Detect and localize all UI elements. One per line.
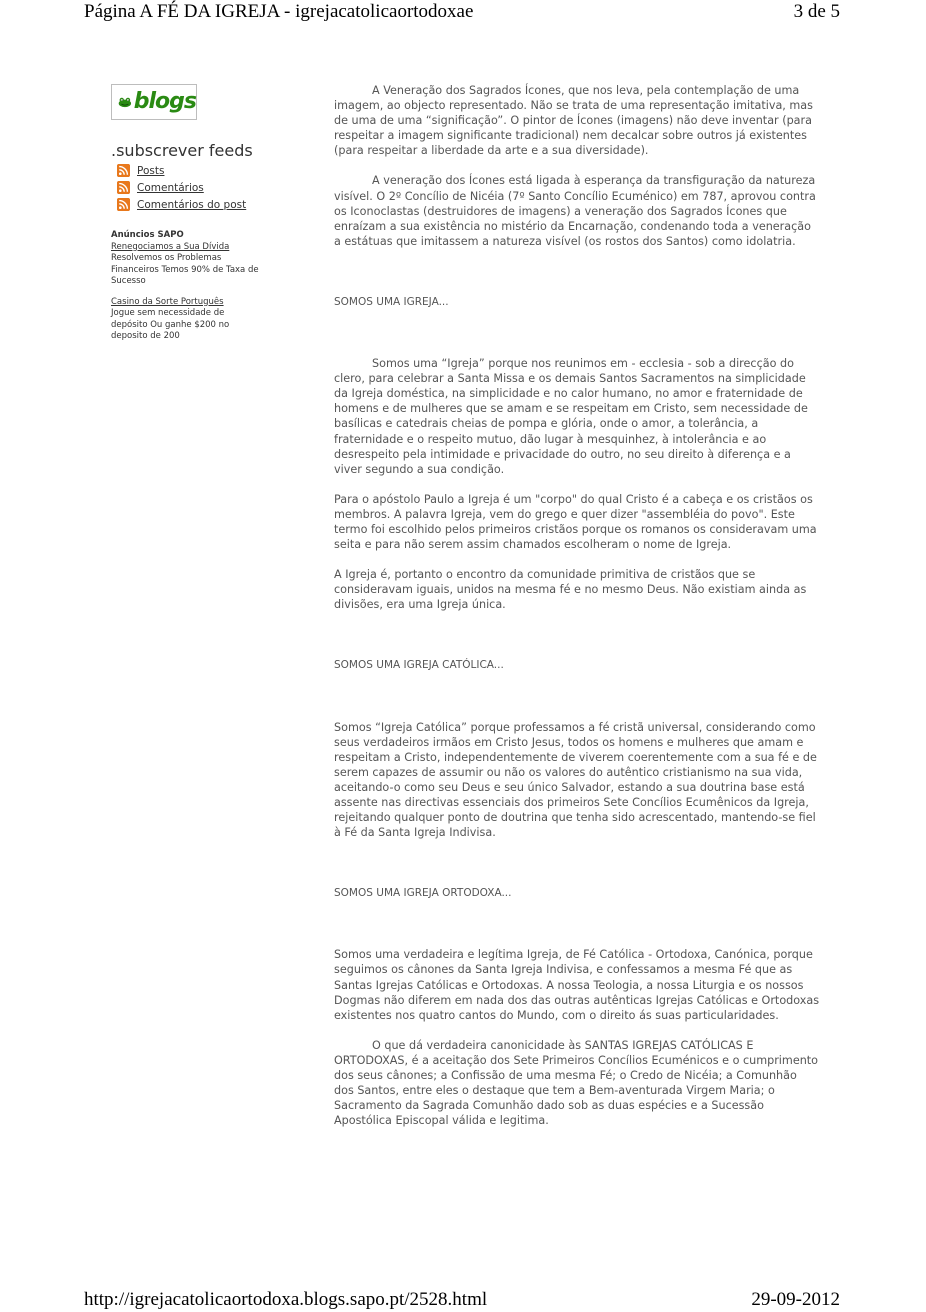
page-header-title: Página A FÉ DA IGREJA - igrejacatolicaortodoxae [84, 1, 474, 22]
rss-icon [117, 198, 130, 211]
ad-text: Resolvemos os Problemas Financeiros Temos 90% de Taxa de Sucesso [111, 253, 259, 286]
post-content [334, 83, 820, 1128]
rss-icon [117, 164, 130, 177]
print-date: 29-09-2012 [751, 1289, 840, 1310]
paragraph: Somos uma verdadeira e legítima Igreja, de Fé Católica - Ortodoxa, Canónica, porque seguimos os cânones da Santa Igreja Indivisa, e confessamos a mesma Fé que as Santas Igrejas Católicas e Ortodoxas. A nossa Teologia, a nossa Liturgia e os nossos Dogmas não diferem em nada dos das outras autênticas Igrejas Católicas e Ortodoxas existentes nos quatro cantos do Mundo, com o direito ás suas particularidades. [334, 948, 820, 1022]
section-heading: SOMOS UMA IGREJA... [334, 295, 449, 308]
page-url: http://igrejacatolicaortodoxa.blogs.sapo.pt/2528.html [84, 1289, 488, 1310]
paragraph: Para o apóstolo Paulo a Igreja é um "corpo" do qual Cristo é a cabeça e os cristãos os membros. A palavra Igreja, vem do grego e quer dizer "assembléia do povo". Este termo foi escolhido pelos primeiros cristãos porque os romanos os consideravam uma seita e para não serem assim chamados escolheram o nome de Igreja. [334, 492, 817, 552]
sapo-ads [111, 230, 261, 343]
feed-posts[interactable] [117, 162, 261, 179]
ads-title: Anúncios SAPO [111, 230, 184, 240]
paragraph: O que dá verdadeira canonicidade às SANTAS IGREJAS CATÓLICAS E ORTODOXAS, é a aceitação dos Sete Primeiros Concílios Ecuménicos e o cumprimento dos seus cânones; a Confissão de uma mesma Fé; o Credo de Nicéia; a Comunhão dos Santos, entre eles o destaque que tem a Bem-aventurada Virgem Maria; o Sacramento da Sagrada Comunhão dado sob as duas espécies e a Sucessão Apostólica Episcopal válida e legitima. [334, 1038, 819, 1128]
paragraph: Somos uma “Igreja” porque nos reunimos em - ecclesia - sob a direcção do clero, para celebrar a Santa Missa e os demais Santos Sacramentos na simplicidade da Igreja doméstica, na simplicidade e no calor humano, no amor e fraternidade de homens e de mulheres que se amam e se respeitam em Cristo, sem necessidade de basílicas e catedrais cheias de pompa e glória, onde o amor, a tolerância, a fraternidade e o respeito mutuo, dão lugar à mesquinhez, à intolerância e ao desrespeito pela intimidade e privacidade do outro, no seu direito à diferença e a viver segundo a sua condição. [334, 357, 808, 476]
sidebar [111, 84, 261, 352]
ad-link[interactable]: Casino da Sorte Português [111, 296, 224, 307]
ad-item [111, 297, 261, 343]
feeds-title: .subscrever feeds [111, 141, 253, 160]
page-number: 3 de 5 [793, 1, 840, 22]
paragraph: A Veneração dos Sagrados Ícones, que nos leva, pela contemplação de uma imagem, ao objecto representado. Não se trata de uma representação imitativa, mas de uma de uma “significação”. O pintor de Ícones (imagens) não deve inventar (para respeitar a imagem significante tradicional) nem decalcar sobre outros já existentes (para respeitar a liberdade da arte e a sua diversidade). [334, 84, 813, 158]
feed-link-post-comments[interactable]: Comentários do post [137, 198, 247, 211]
section-heading: SOMOS UMA IGREJA CATÓLICA... [334, 659, 504, 672]
feeds-list [111, 162, 261, 213]
section-heading: SOMOS UMA IGREJA ORTODOXA... [334, 887, 512, 900]
feed-link-posts[interactable]: Posts [137, 164, 165, 177]
feed-post-comments[interactable] [117, 196, 261, 213]
rss-icon [117, 181, 130, 194]
blogs-logo-text: blogs [133, 89, 196, 114]
feed-comments[interactable] [117, 179, 261, 196]
paragraph: A veneração dos Ícones está ligada à esperança da transfiguração da natureza visível. O 2º Concílio de Nicéia (7º Santo Concílio Ecuménico) em 787, aprovou contra os Iconoclastas (destruidores de imagens) a veneração dos Sagrados Ícones que enraízam a sua existência no mistério da Encarnação, condenando toda a veneração a estátuas que imitassem a natureza visível (os rostos dos Santos) como idolatria. [334, 174, 816, 248]
blogs-logo[interactable] [111, 84, 197, 120]
paragraph: Somos “Igreja Católica” porque professamos a fé cristã universal, considerando como seus verdadeiros irmãos em Cristo Jesus, todos os homens e mulheres que amam e respeitam a Cristo, independentemente de viverem coerentemente com a sua fé e de serem capazes de assumir ou não os valores do autêntico cristianismo na sua vida, aceitando-o como seu Deus e seu único Salvador, estando a sua doutrina base está assente nas directivas essenciais dos primeiros Sete Concílios Ecumênicos da Igreja, rejeitando qualquer ponto de doutrina que tenha sido acrescentado, mantendo-se fiel à Fé da Santa Igreja Indivisa. [334, 720, 817, 840]
frog-icon [118, 94, 132, 110]
ad-item [111, 242, 261, 288]
ad-text: Jogue sem necessidade de depósito Ou ganhe $200 no deposito de 200 [111, 308, 230, 341]
ad-link[interactable]: Renegociamos a Sua Dívida [111, 241, 230, 252]
feed-link-comments[interactable]: Comentários [137, 181, 204, 194]
paragraph: A Igreja é, portanto o encontro da comunidade primitiva de cristãos que se consideravam iguais, unidos na mesma fé e no mesmo Deus. Não existiam ainda as divisões, era uma Igreja única. [334, 568, 807, 612]
